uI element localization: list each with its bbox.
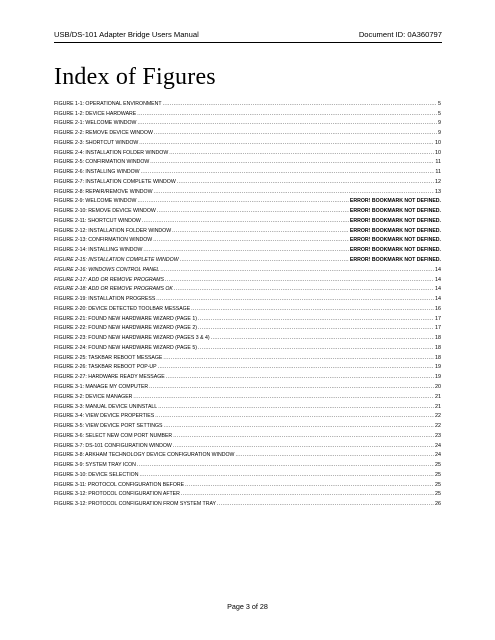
dot-leader [158,403,434,411]
figure-entry-label: FIGURE 2-8: REPAIR/REMOVE WINDOW [54,188,153,195]
dot-leader [173,442,434,450]
dot-leader [180,256,349,264]
page-header [54,29,442,41]
figure-entry-label: FIGURE 3-8: ARKHAM TECHNOLOGY DEVICE CONFIGURATION WINDOW [54,452,235,459]
figure-entry[interactable] [54,264,441,274]
figure-index-list [54,98,441,508]
dot-leader [143,246,349,254]
figure-entry-page: 17 [435,325,441,332]
dot-leader [137,110,437,118]
figure-entry-label: FIGURE 2-26: TASKBAR REBOOT POP-UP [54,364,157,371]
dot-leader [158,363,434,371]
dot-leader [153,188,434,196]
figure-entry[interactable] [54,274,441,284]
figure-entry[interactable] [54,284,441,294]
figure-entry[interactable] [54,479,441,489]
figure-entry-label: FIGURE 2-25: TASKBAR REBOOT MESSAGE [54,354,163,361]
dot-leader [172,227,349,235]
figure-entry[interactable] [54,118,441,128]
figure-entry-label: FIGURE 3-12: PROTOCOL CONFIGURATION FROM SYSTEM TRAY [54,501,216,508]
figure-entry[interactable] [54,440,441,450]
figure-entry-page: ERROR! BOOKMARK NOT DEFINED. [349,257,441,264]
figure-entry-page: 22 [435,413,441,420]
dot-leader [173,432,434,440]
figure-entry[interactable] [54,196,441,206]
figure-entry-label: FIGURE 2-11: SHORTCUT WINDOW [54,217,141,224]
figure-entry[interactable] [54,235,441,245]
figure-entry[interactable] [54,254,441,264]
figure-entry-page: 5 [438,100,441,107]
figure-entry-label: FIGURE 2-13: CONFIRMATION WINDOW [54,237,153,244]
figure-entry-page: 16 [435,305,441,312]
figure-entry[interactable] [54,166,441,176]
figure-entry-page: ERROR! BOOKMARK NOT DEFINED. [349,237,441,244]
dot-leader [133,393,434,401]
dot-leader [163,100,437,108]
dot-leader [137,461,434,469]
dot-leader [174,285,434,293]
figure-entry-label: FIGURE 1-2: DEVICE HARDWARE [54,110,137,117]
figure-entry-label: FIGURE 2-23: FOUND NEW HARDWARE WIZARD (PAGES 3 & 4) [54,335,210,342]
dot-leader [163,354,434,362]
figure-entry-page: 12 [435,178,441,185]
figure-entry-label: FIGURE 3-7: DS-101 CONFIGURATION WINDOW [54,442,172,449]
figure-entry-page: 13 [435,188,441,195]
figure-entry[interactable] [54,98,441,108]
figure-entry[interactable] [54,205,441,215]
figure-entry-label: FIGURE 3-11: PROTOCOL CONFIGURATION BEFORE [54,481,185,488]
figure-entry-label: FIGURE 2-10: REMOVE DEVICE WINDOW [54,208,156,215]
figure-entry[interactable] [54,137,441,147]
figure-entry-label: FIGURE 2-17: ADD OR REMOVE PROGRAMS [54,276,164,283]
figure-entry-page: 18 [435,344,441,351]
figure-entry[interactable] [54,303,441,313]
figure-entry-page: 19 [435,364,441,371]
dot-leader [155,412,434,420]
header-rule [54,42,442,43]
figure-entry-page: 11 [435,169,441,176]
figure-entry-page: ERROR! BOOKMARK NOT DEFINED. [349,208,441,215]
figure-entry-page: 17 [435,315,441,322]
figure-entry[interactable] [54,147,441,157]
figure-entry-label: FIGURE 3-10: DEVICE SELECTION [54,471,139,478]
figure-entry-page: 21 [435,403,441,410]
figure-entry[interactable] [54,469,441,479]
figure-entry-label: FIGURE 2-19: INSTALLATION PROGRESS [54,296,156,303]
figure-entry-page: 22 [435,423,441,430]
dot-leader [165,276,434,284]
figure-entry[interactable] [54,459,441,469]
header-document-title: USB/DS-101 Adapter Bridge Users Manual [54,30,199,39]
dot-leader [211,334,434,342]
header-document-id: Document ID: 0A360797 [358,30,442,39]
figure-entry-label: FIGURE 2-14: INSTALLING WINDOW [54,247,143,254]
figure-entry-label: FIGURE 2-22: FOUND NEW HARDWARE WIZARD (PAGE 2) [54,325,197,332]
figure-entry-page: 18 [435,335,441,342]
dot-leader [198,324,434,332]
figure-entry-page: 24 [435,452,441,459]
dot-leader [156,295,434,303]
figure-entry[interactable] [54,401,441,411]
figure-entry-page: 14 [435,296,441,303]
figure-entry-label: FIGURE 2-16: WINDOWS CONTROL PANEL [54,266,160,273]
figure-entry-page: 25 [435,491,441,498]
figure-entry-label: FIGURE 2-2: REMOVE DEVICE WINDOW [54,130,153,137]
figure-entry[interactable] [54,108,441,118]
figure-entry-label: FIGURE 2-5: CONFIRMATION WINDOW [54,159,150,166]
figure-entry-page: ERROR! BOOKMARK NOT DEFINED. [349,227,441,234]
figure-entry-label: FIGURE 2-15: INSTALLATION COMPLETE WINDOW [54,257,179,264]
figure-entry-label: FIGURE 2-9: WELCOME WINDOW [54,198,137,205]
figure-entry-page: 19 [435,374,441,381]
dot-leader [169,149,434,157]
figure-entry[interactable] [54,498,441,508]
figure-entry[interactable] [54,489,441,499]
figure-entry-label: FIGURE 3-12: PROTOCOL CONFIGURATION AFTER [54,491,180,498]
figure-entry[interactable] [54,332,441,342]
dot-leader [157,207,349,215]
figure-entry-page: 24 [435,442,441,449]
figure-entry-page: 9 [438,120,441,127]
figure-entry-page: 26 [435,501,441,508]
figure-entry[interactable] [54,420,441,430]
figure-entry-page: ERROR! BOOKMARK NOT DEFINED. [349,217,441,224]
page-title: Index of Figures [54,64,216,90]
dot-leader [177,178,434,186]
figure-entry-page: 14 [435,286,441,293]
figure-entry-label: FIGURE 2-7: INSTALLATION COMPLETE WINDOW [54,178,176,185]
dot-leader [160,266,434,274]
dot-leader [139,471,434,479]
figure-entry-label: FIGURE 2-1: WELCOME WINDOW [54,120,137,127]
dot-leader [217,500,434,508]
figure-entry-page: 14 [435,276,441,283]
figure-entry-page: 9 [438,130,441,137]
figure-entry[interactable] [54,293,441,303]
dot-leader [142,217,349,225]
figure-entry[interactable] [54,342,441,352]
figure-entry-page: 25 [435,481,441,488]
figure-entry[interactable] [54,381,441,391]
figure-entry-page: 10 [435,139,441,146]
figure-entry-label: FIGURE 3-4: VIEW DEVICE PROPERTIES [54,413,155,420]
dot-leader [139,139,434,147]
dot-leader [150,158,434,166]
dot-leader [141,168,435,176]
figure-entry-label: FIGURE 3-2: DEVICE MANAGER [54,393,133,400]
page-footer: Page 3 of 28 [227,602,268,611]
figure-entry[interactable] [54,127,441,137]
figure-entry-label: FIGURE 2-4: INSTALLATION FOLDER WINDOW [54,149,169,156]
figure-entry-page: 11 [435,159,441,166]
figure-entry-label: FIGURE 3-9: SYSTEM TRAY ICON [54,462,136,469]
figure-entry-page: ERROR! BOOKMARK NOT DEFINED. [349,247,441,254]
figure-entry[interactable] [54,244,441,254]
figure-entry-label: FIGURE 3-3: MANUAL DEVICE UNINSTALL [54,403,158,410]
figure-entry[interactable] [54,352,441,362]
figure-entry-page: 25 [435,462,441,469]
dot-leader [153,236,349,244]
dot-leader [185,481,434,489]
dot-leader [163,422,434,430]
figure-entry[interactable] [54,176,441,186]
dot-leader [166,373,434,381]
figure-entry-label: FIGURE 2-21: FOUND NEW HARDWARE WIZARD (PAGE 1) [54,315,197,322]
figure-entry[interactable] [54,391,441,401]
dot-leader [191,305,434,313]
dot-leader [137,197,348,205]
dot-leader [198,315,434,323]
figure-entry-label: FIGURE 2-20: DEVICE DETECTED TOOLBAR MESSAGE [54,305,191,312]
figure-entry-page: 23 [435,432,441,439]
figure-entry[interactable] [54,430,441,440]
figure-entry[interactable] [54,225,441,235]
figure-entry-label: FIGURE 2-27: HARDWARE READY MESSAGE [54,374,165,381]
figure-entry-page: 25 [435,471,441,478]
figure-entry[interactable] [54,362,441,372]
figure-entry-label: FIGURE 3-5: VIEW DEVICE PORT SETTINGS [54,423,163,430]
dot-leader [235,451,434,459]
figure-entry[interactable] [54,157,441,167]
figure-entry[interactable] [54,450,441,460]
figure-entry-label: FIGURE 3-6: SELECT NEW COM PORT NUMBER [54,432,173,439]
figure-entry-label: FIGURE 1-1: OPERATIONAL ENVIRONMENT [54,100,162,107]
figure-entry[interactable] [54,313,441,323]
figure-entry-page: 10 [435,149,441,156]
dot-leader [154,129,437,137]
figure-entry[interactable] [54,186,441,196]
figure-entry-label: FIGURE 2-18: ADD OR REMOVE PROGRAMS OK [54,286,173,293]
figure-entry-page: 20 [435,383,441,390]
figure-entry-label: FIGURE 2-6: INSTALLING WINDOW [54,169,140,176]
figure-entry-page: 18 [435,354,441,361]
figure-entry-page: 5 [438,110,441,117]
figure-entry[interactable] [54,371,441,381]
figure-entry-label: FIGURE 2-24: FOUND NEW HARDWARE WIZARD (PAGE 5) [54,344,197,351]
figure-entry-page: ERROR! BOOKMARK NOT DEFINED. [349,198,441,205]
dot-leader [198,344,434,352]
figure-entry[interactable] [54,215,441,225]
figure-entry-label: FIGURE 3-1: MANAGE MY COMPUTER [54,383,149,390]
figure-entry-page: 21 [435,393,441,400]
figure-entry-label: FIGURE 2-3: SHORTCUT WINDOW [54,139,139,146]
dot-leader [149,383,434,391]
dot-leader [137,119,437,127]
figure-entry[interactable] [54,323,441,333]
figure-entry[interactable] [54,411,441,421]
dot-leader [181,490,434,498]
figure-entry-page: 14 [435,266,441,273]
figure-entry-label: FIGURE 2-12: INSTALLATION FOLDER WINDOW [54,227,172,234]
